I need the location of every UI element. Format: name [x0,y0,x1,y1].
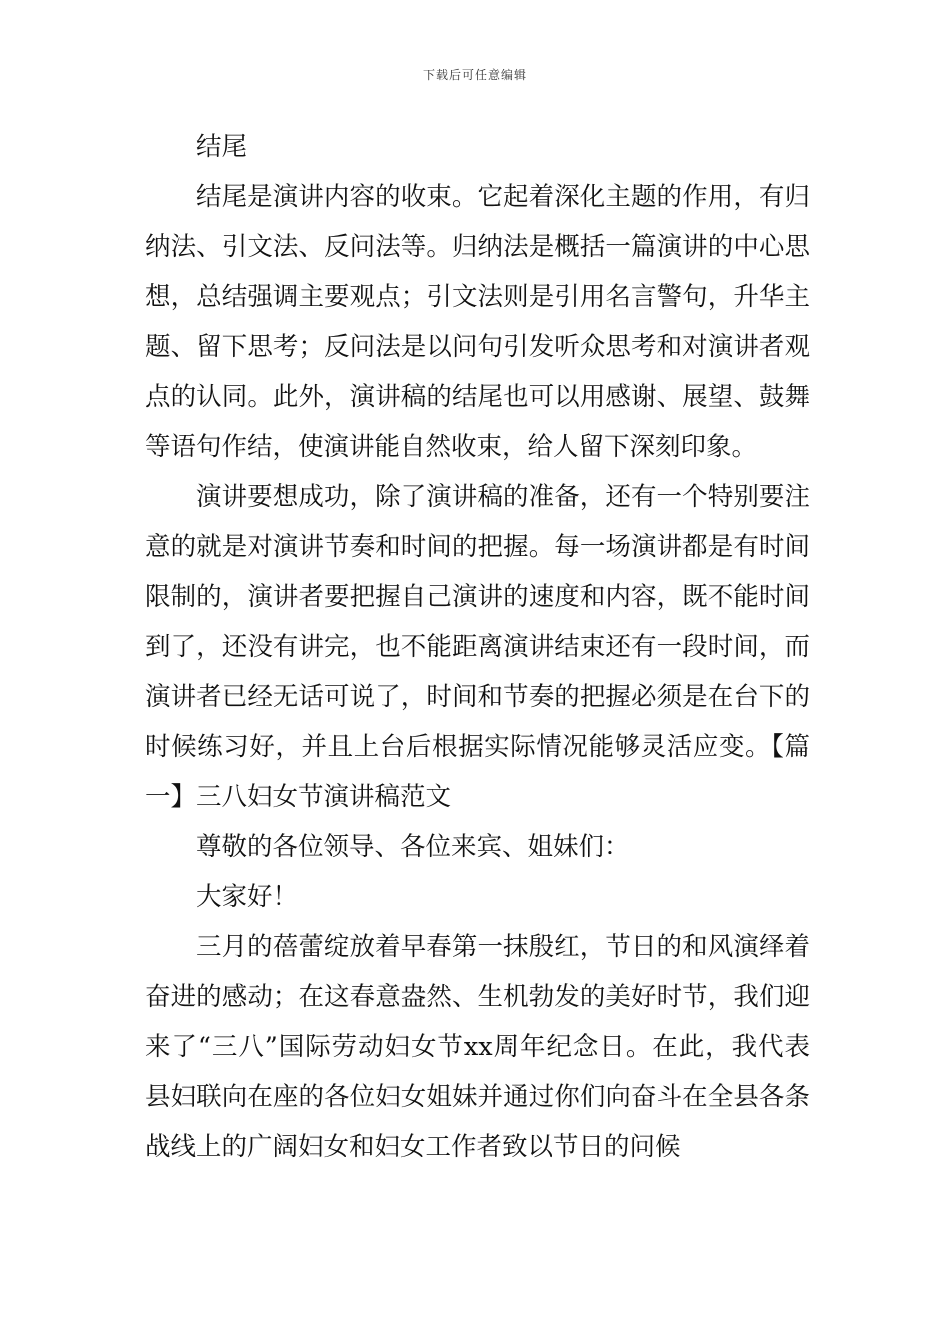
document-body [145,122,810,1172]
paragraph-rhythm: 演讲要想成功，除了演讲稿的准备，还有一个特别要注意的就是对演讲节奏和时间的把握。每一场演讲都是有时间限制的，演讲者要把握自己演讲的速度和内容，既不能时间到了，还没有讲完，也不能距离演讲结束还有一段时间，而演讲者已经无话可说了，时间和节奏的把握必须是在台下的时候练习好，并且上台后根据实际情况能够灵活应变。【篇一】三八妇女节演讲稿范文 [145,482,810,812]
page-header: 下载后可任意编辑 [422,68,527,82]
paragraph-salutation: 尊敬的各位领导、各位来宾、姐妹们： [196,832,630,862]
paragraph-greeting: 大家好！ [196,882,299,912]
paragraph-march: 三月的蓓蕾绽放着早春第一抹殷红，节日的和风演绎着奋进的感动；在这春意盎然、生机勃发的美好时节，我们迎来了“三八”国际劳动妇女节xx周年纪念日。在此，我代表县妇联向在座的各位妇女姐妹并通过你们向奋斗在全县各条战线上的广阔妇女和妇女工作者致以节日的问候 [145,932,810,1162]
paragraph-conclusion: 结尾是演讲内容的收束。它起着深化主题的作用，有归纳法、引文法、反问法等。归纳法是概括一篇演讲的中心思想，总结强调主要观点；引文法则是引用名言警句，升华主题、留下思考；反问法是以问句引发听众思考和对演讲者观点的认同。此外，演讲稿的结尾也可以用感谢、展望、鼓舞等语句作结，使演讲能自然收束，给人留下深刻印象。 [145,182,810,462]
section-heading: 结尾 [196,132,248,162]
